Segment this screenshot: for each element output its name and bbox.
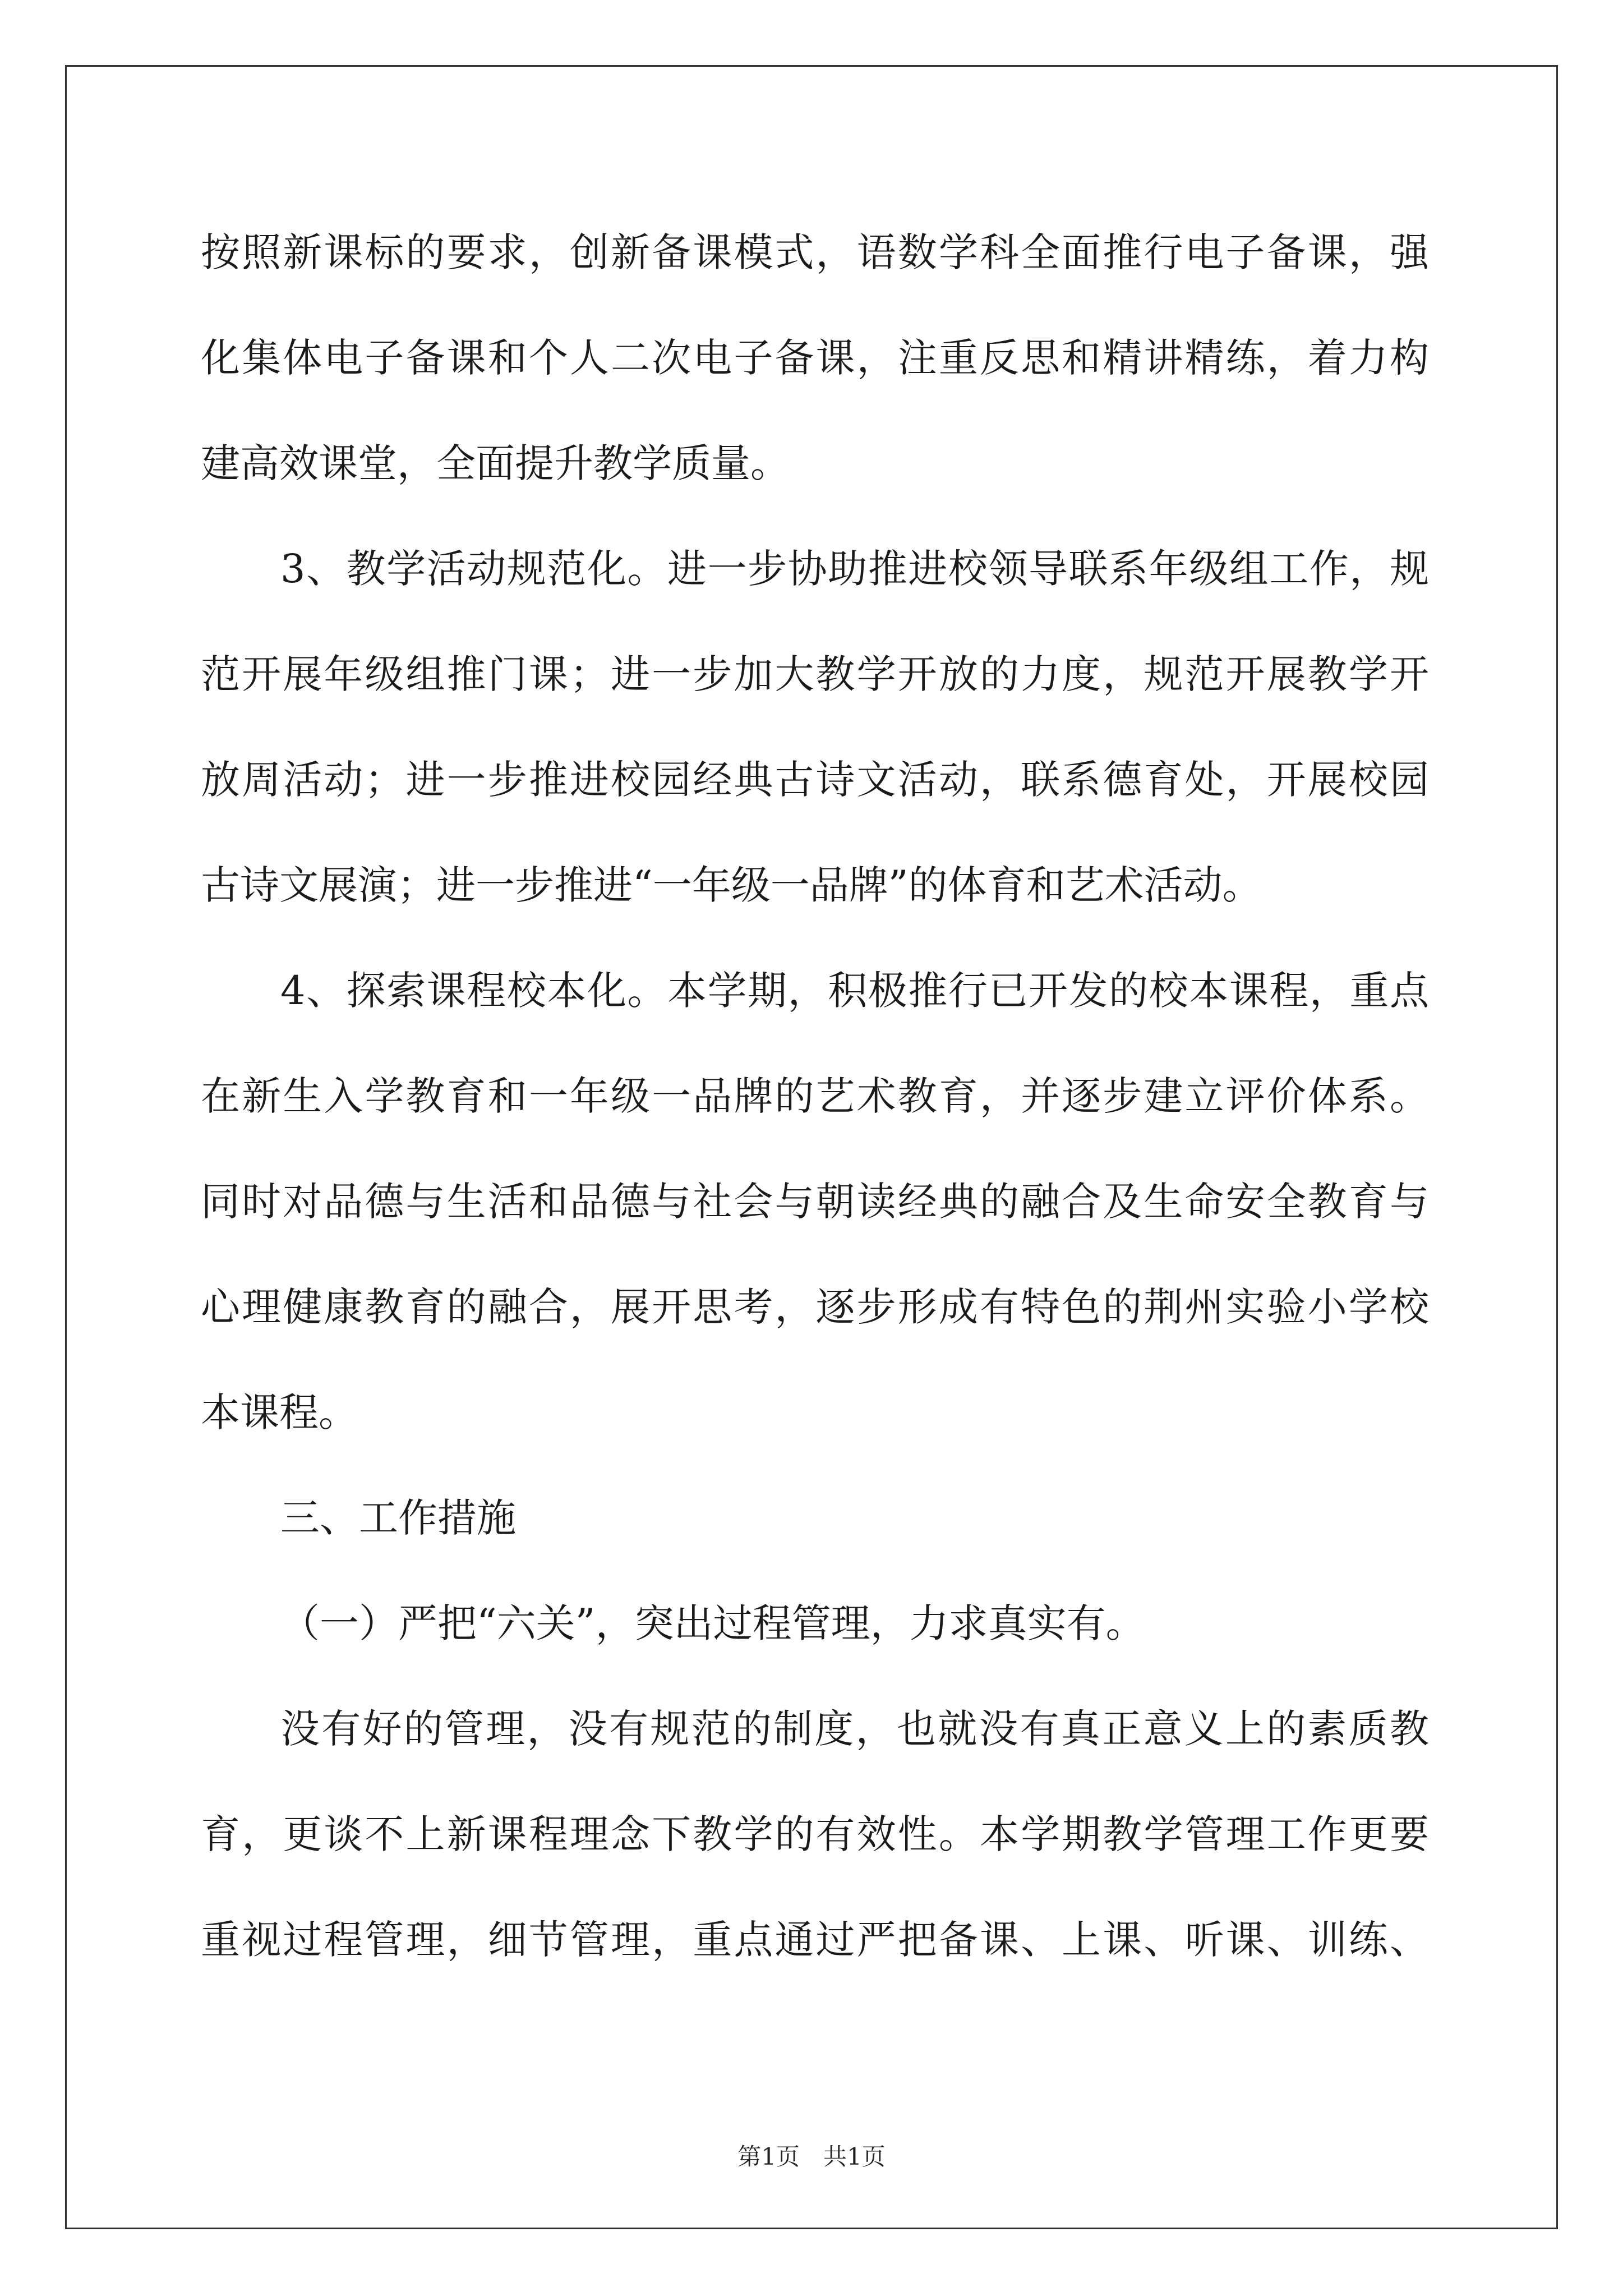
text-line: 在新生入学教育和一年级一品牌的艺术教育，并逐步建立评价体系。 bbox=[201, 1073, 1429, 1119]
text-line: 放周活动；进一步推进校园经典古诗文活动，联系德育处，开展校园 bbox=[201, 757, 1429, 803]
text-line: 4、探索课程校本化。本学期，积极推行已开发的校本课程，重点 bbox=[280, 968, 1429, 1014]
text-line: 育，更谈不上新课程理念下教学的有效性。本学期教学管理工作更要 bbox=[201, 1811, 1429, 1857]
text-line: 同时对品德与生活和品德与社会与朝读经典的融合及生命安全教育与 bbox=[201, 1179, 1429, 1225]
section-heading: 三、工作措施 bbox=[280, 1495, 516, 1541]
text-line: 3、教学活动规范化。进一步协助推进校领导联系年级组工作，规 bbox=[280, 546, 1429, 592]
text-line: 心理健康教育的融合，展开思考，逐步形成有特色的荆州实验小学校 bbox=[201, 1284, 1429, 1330]
page-footer: 第1页 共1页 bbox=[737, 2143, 886, 2170]
text-line: 按照新课标的要求，创新备课模式，语数学科全面推行电子备课，强 bbox=[201, 229, 1429, 275]
text-line: 重视过程管理，细节管理，重点通过严把备课、上课、听课、训练、 bbox=[201, 1917, 1429, 1963]
text-line: 本课程。 bbox=[201, 1389, 358, 1435]
text-line: 范开展年级组推门课；进一步加大教学开放的力度，规范开展教学开 bbox=[201, 651, 1429, 697]
text-line: 化集体电子备课和个人二次电子备课，注重反思和精讲精练，着力构 bbox=[201, 335, 1429, 381]
text-line: 建高效课堂，全面提升教学质量。 bbox=[201, 440, 790, 486]
subsection-heading: （一）严把“六关”，突出过程管理，力求真实有。 bbox=[280, 1600, 1145, 1646]
text-line: 古诗文展演；进一步推进“一年级一品牌”的体育和艺术活动。 bbox=[201, 862, 1262, 908]
text-line: 没有好的管理，没有规范的制度，也就没有真正意义上的素质教 bbox=[280, 1706, 1429, 1752]
